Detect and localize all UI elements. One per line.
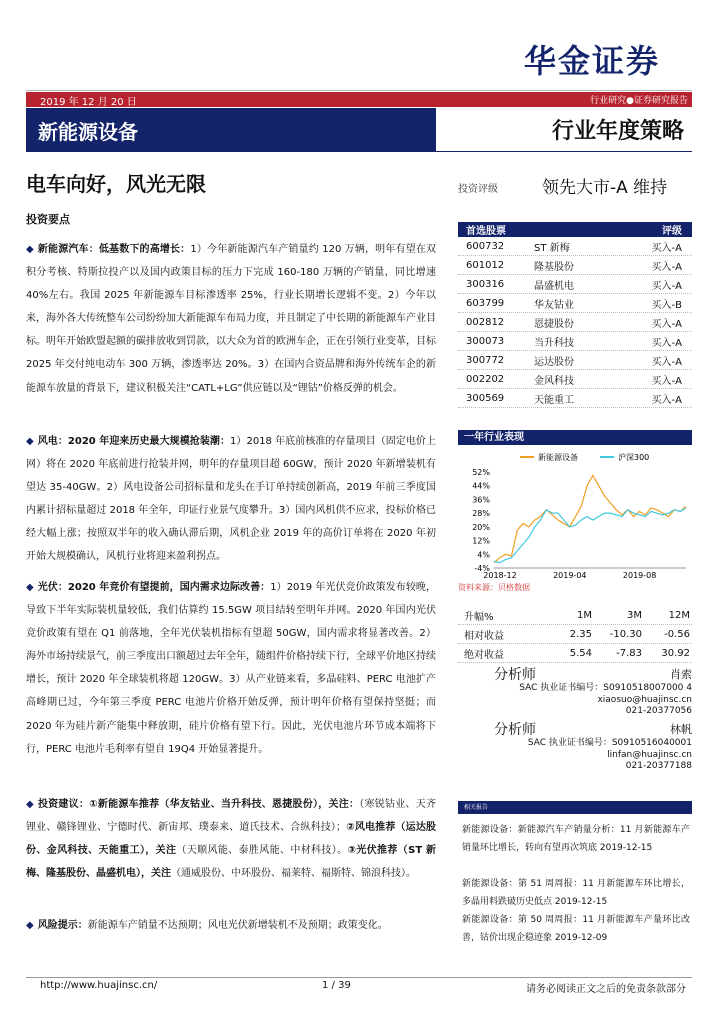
table-row: 相对收益 2.35 -10.30 -0.56 [458,625,692,644]
point-text: 1）2018 年底前核准的存量项目（固定电价上网）将在 2020 年底前进行抢装并网，明年的存量项目超 60GW，预计 2020 年新增装机有望达 35-40GW。2）风电设备公司招标量和龙头在手订单持续创新高，2019 年前三季度国内累计招标量超过 2018 年全年，印证行业景气度攀升。3）国内风机供不应求，投标价格已经大幅上涨；按照双半年的收入确认滞后期，风机企业 2019 年的高价订单将在 2020 年初开始大规模确认，风机行业将迎来盈利拐点。 [26,436,436,563]
point-lead: ②风电推荐（运达股份、金风科技、天能重工），关注 [26,822,436,857]
point-text: 新能源车产销量不达预期；风电光伏新增装机不及预期；政策变化。 [87,920,388,931]
stock-table [458,222,692,408]
y-tick-label: 52% [472,468,490,477]
series-line-0 [494,475,686,562]
point-wind [26,430,436,569]
report-date: 2019 年 12 月 20 日 [40,97,137,108]
x-tick-label: 2019-08 [622,571,657,580]
point-text: （天顺风能、泰胜风能、中材科技）。 [176,845,348,857]
point-lead: 新能源汽车：低基数下的高增长： [37,244,191,255]
point-text: 1）2019 年光伏竞价政策发布较晚，导致下半年实际装机量较低，我们估算约 15.5GW 项目结转至明年并网。2020 年国内光伏竞价政策有望在 Q1 前落地，全年光伏装机指标有望超 50GW，国内需求将显著改善。2）海外市场持续景气，前三季度出口额超过去年全年，随组件价格持续下行，全球平价地区持续增长，预计 2020 年全球装机将超 120GW。3）从产业链来看，多晶硅料、PERC 电池扩产高峰期已过，今年第三季度 PERC 电池片价格开始反弹，预计明年价格有望保持坚挺；而 2020 年为硅片新产能集中释放期，硅片价格有望下行。因此，光伏电池片环节成本端将下行，PERC 电池片毛利率有望自 19Q4 开始显著提升。 [26,582,436,755]
legend-label: 新能源设备 [538,453,578,462]
rating-value: 领先大市-A 维持 [542,178,668,198]
table-header: 升幅% 1M 3M 12M [458,606,692,625]
diamond-icon: ◆ [26,582,34,593]
point-lead: 光伏：2020 年竞价有望提前，国内需求边际改善： [37,582,271,593]
divider [26,151,692,152]
page-number: 1 / 39 [322,980,351,991]
table-header: 首选股票 评级 [458,222,692,237]
divider [26,977,692,978]
divider [26,90,692,91]
point-pv [26,576,436,761]
diamond-icon: ◆ [26,799,34,810]
y-tick-label: 28% [472,509,490,519]
table-row: 300073 当升科技 买入-A [458,332,692,351]
y-tick-label: 44% [472,481,490,491]
chart-source: 资料来源：贝格数据 [458,583,530,592]
diamond-icon: ◆ [26,920,34,931]
y-tick-label: 20% [472,522,490,532]
perf-table [458,606,692,663]
related-report[interactable]: 新能源设备：第 50 周周报：11 月新能源车产量环比改善，钴价出现企稳迹象 2019-12-09 [462,915,690,943]
perf-title: 一年行业表现 [458,430,692,445]
table-row: 601012 隆基股份 买入-A [458,256,692,275]
key-points-label: 投资要点 [26,213,70,226]
table-row: 300569 天能重工 买入-A [458,389,692,408]
point-text: （通威股份、中环股份、福莱特、福斯特、锦浪科技）。 [171,868,416,880]
report-type: 行业年度策略 [551,119,684,144]
y-tick-label: 4% [477,550,490,560]
x-tick-label: 2018-12 [483,571,517,580]
performance-chart [458,446,692,580]
sector-title: 新能源设备 [38,120,138,144]
analyst-1: 分析师 肖索 SAC 执业证书编号：S0910518007000 4 xiaosuo@huajinsc.cn 021-20377056 [494,667,692,716]
y-tick-label: 12% [472,536,490,546]
company-logo: 华金证券 [524,42,661,80]
diamond-icon: ◆ [26,244,34,255]
table-row: 300316 晶盛机电 买入-A [458,275,692,294]
y-tick-label: 36% [472,495,490,505]
table-row: 603799 华友钴业 买入-B [458,294,692,313]
related-report[interactable]: 新能源设备：新能源汽车产销量分析：11 月新能源车产销量环比增长，转向有望再次筑底 2019-12-15 [462,825,690,853]
table-row: 600732 ST 新梅 买入-A [458,237,692,256]
point-lead: 投资建议：①新能源车推荐（华友钴业、当升科技、恩捷股份），关注： [37,799,360,810]
disclaimer: 请务必阅读正文之后的免责条款部分 [526,984,686,995]
report-title: 电车向好，风光无限 [26,172,206,196]
point-lead: 风电：2020 年迎来历史最大规模抢装潮： [37,436,230,447]
related-title: 相关报告 [458,801,692,814]
table-row: 绝对收益 5.54 -7.83 30.92 [458,644,692,663]
point-text: 1）今年新能源汽车产销量约 120 万辆，明年有望在双积分考核、特斯拉投产以及国内政策目标的压力下完成 160-180 万辆的产销量，同比增速 40%左右。我国 2025 年新能源车目标渗透率 25%，行业长期增长逻辑不变。2）今年以来，海外各大传统整车公司纷纷加大新能源车布局力度，并且制定了中长期的新能源车产业目标。明年开始欧盟起额的碳排放收到罚款，以大众为首的欧洲车企，正在引领行业变革，目标 2025 年交付纯电动车 300 万辆，渗透率达 20%。3）在国内合资品牌和海外传统车企的新能源车放量的背景下，建议积极关注“CATL+LG”供应链以及“锂钴”价格反弹的机会。 [26,244,436,394]
point-ev [26,238,436,400]
point-text: （寒锐钴业、天齐锂业、赣锋锂业、宁德时代、新宙邦、璞泰来、道氏技术、合纵科技）； [26,799,437,834]
table-row: 300772 运达股份 买入-A [458,351,692,370]
table-row: 002812 恩捷股份 买入-A [458,313,692,332]
analyst-2: 分析师 林帆 SAC 执业证书编号：S0910516040001 linfan@huajinsc.cn 021-20377188 [494,722,692,771]
footer-url[interactable]: http://www.huajinsc.cn/ [40,980,158,991]
rating-label: 投资评级 [458,184,498,195]
related-report[interactable]: 新能源设备：第 51 周周报：11 月新能源车环比增长，多晶用料跌破历史低点 2019-12-15 [462,879,690,907]
legend-label: 沪深300 [618,453,650,462]
y-tick-label: -4% [474,564,490,573]
report-class: 行业研究●证券研究报告 [590,96,688,106]
point-risk [26,914,436,937]
diamond-icon: ◆ [26,436,34,447]
series-line-1 [494,508,686,563]
table-row: 002202 金风科技 买入-A [458,370,692,389]
x-tick-label: 2019-04 [553,571,587,580]
point-lead: ③光伏推荐（ST 新梅、隆基股份、晶盛机电），关注 [26,845,436,880]
point-invest [26,793,436,885]
point-lead: 风险提示： [37,920,88,931]
